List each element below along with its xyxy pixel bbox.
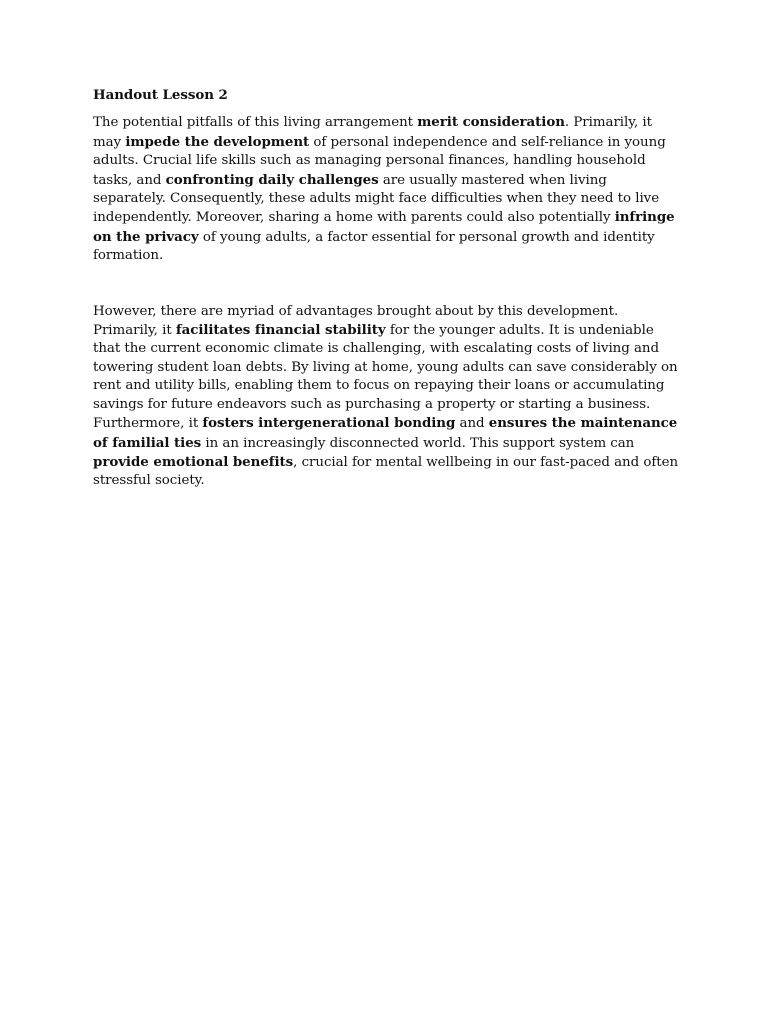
bold-phrase: provide emotional benefits bbox=[93, 453, 294, 470]
text-segment: The potential pitfalls of this living arrangement bbox=[93, 115, 418, 131]
text-segment: , crucial for mental wellbeing in our fast-paced and often stressful society. bbox=[93, 454, 679, 489]
document-body bbox=[93, 86, 683, 491]
bold-phrase: ensures the maintenance of familial ties bbox=[93, 415, 678, 451]
text-segment: However, there are myriad of advantages brought about by this development. Primarily, it bbox=[93, 303, 619, 339]
text-segment: . Primarily, it may bbox=[93, 115, 652, 150]
text-segment: for the younger adults. It is undeniable that the current economic climate is challenging, with escalating costs of living and towering student loan debts. By living at home, young adults can save considerably on rent and utility bills, enabling them to focus on repaying their loans or accumulating savings for future endeavors such as purchasing a property or starting a business. Furthermore, it bbox=[93, 323, 678, 432]
paragraph-pitfalls bbox=[93, 113, 683, 265]
text-segment: are usually mastered when living separately. Consequently, these adults might face difficulties when they need to live independently. Moreover, sharing a home with parents could also potentially bbox=[93, 172, 660, 226]
bold-phrase: infringe on the privacy bbox=[93, 209, 675, 245]
bold-phrase: merit consideration bbox=[417, 114, 565, 131]
text-segment: of personal independence and self-reliance in young adults. Crucial life skills such as managing personal finances, handling household tasks, and bbox=[93, 134, 666, 188]
text-segment: in an increasingly disconnected world. This support system can bbox=[201, 435, 635, 451]
text-segment: and bbox=[455, 416, 489, 432]
document-title: Handout Lesson 2 bbox=[93, 87, 228, 103]
bold-phrase: impede the development bbox=[125, 133, 310, 150]
bold-phrase: confronting daily challenges bbox=[165, 171, 379, 188]
text-segment: of young adults, a factor essential for personal growth and identity formation. bbox=[93, 229, 655, 264]
bold-phrase: fosters intergenerational bonding bbox=[202, 415, 456, 432]
paragraph-advantages bbox=[93, 303, 683, 491]
bold-phrase: facilitates financial stability bbox=[175, 322, 386, 339]
